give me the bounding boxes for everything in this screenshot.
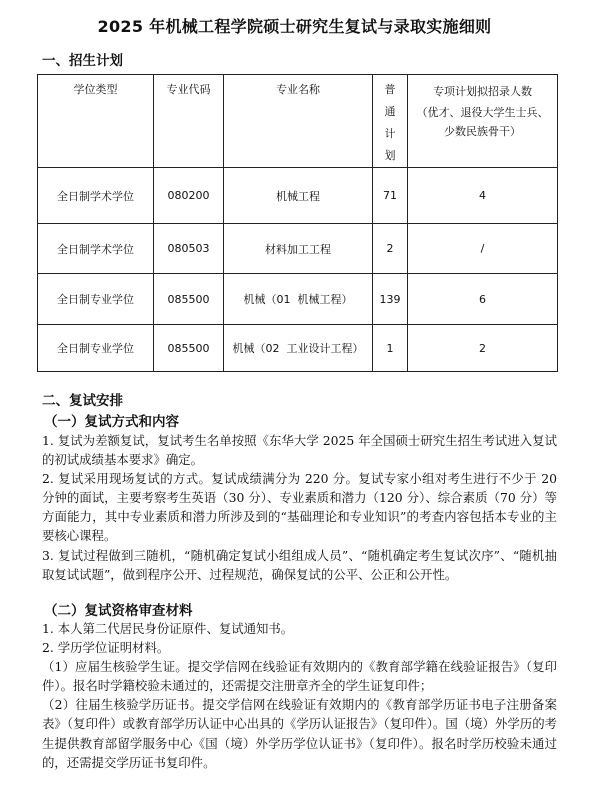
header-major-name: 专业名称: [224, 75, 373, 168]
cell-major-code: 080503: [154, 224, 224, 274]
cell-major-code: 085500: [154, 325, 224, 372]
cell-major-name: 机械（01 机械工程）: [224, 274, 373, 325]
cell-major-name: 机械工程: [224, 168, 373, 224]
header-major-code: 专业代码: [154, 75, 224, 168]
header-special-plan: 专项计划拟招录人数 （优才、退役大学生士兵、少数民族骨干）: [408, 75, 558, 168]
table-row: [38, 325, 558, 372]
paragraph: 2. 学历学位证明材料。: [42, 640, 170, 656]
cell-degree-type: 全日制专业学位: [38, 274, 154, 325]
cell-major-code: 085500: [154, 274, 224, 325]
paragraph: 1. 本人第二代居民身份证原件、复试通知书。: [42, 621, 294, 636]
subsection-heading-materials: （二）复试资格审查材料: [44, 603, 193, 619]
header-degree-type: 学位类型: [38, 75, 154, 168]
table-row: [38, 224, 558, 274]
header-regular-plan: 普 通 计 划: [373, 75, 408, 168]
paragraph: （1）应届生核验学生证。提交学信网在线验证有效期内的《教育部学籍在线验证报告》（复印件）。报名时学籍校验未通过的，还需提交注册章齐全的学生证复印件；: [42, 659, 557, 694]
subsection-heading-method: （一）复试方式和内容: [44, 414, 179, 430]
paragraph: 2. 复试采用现场复试的方式。复试成绩满分为 220 分。复试专家小组对考生进行不少于 20 分钟的面试，主要考察考生英语（30 分）、专业素质和潜力（120 分）、综合素质（70 分）等方面能力，其中专业素质和潜力所涉及到的“基础理论和专业知识”的考查内容包括本专业的主要核心课程。: [42, 471, 557, 544]
cell-degree-type: 全日制学术学位: [38, 224, 154, 274]
document-title: 2025 年机械工程学院硕士研究生复试与录取实施细则: [97, 17, 492, 36]
materials-content: [42, 619, 557, 772]
cell-major-code: 080200: [154, 168, 224, 224]
table-header-row: [38, 75, 558, 168]
section-heading-plan: 一、招生计划: [42, 53, 123, 69]
cell-special-plan: /: [408, 224, 558, 274]
cell-degree-type: 全日制学术学位: [38, 168, 154, 224]
cell-special-plan: 6: [408, 274, 558, 325]
method-content: [42, 431, 557, 584]
cell-major-name: 材料加工工程: [224, 224, 373, 274]
cell-special-plan: 2: [408, 325, 558, 372]
cell-degree-type: 全日制专业学位: [38, 325, 154, 372]
cell-regular-plan: 71: [373, 168, 408, 224]
paragraph: 1. 复试为差额复试，复试考生名单按照《东华大学 2025 年全国硕士研究生招生考试进入复试的初试成绩基本要求》确定。: [42, 433, 557, 468]
paragraph: （2）往届生核验学历证书。提交学信网在线验证有效期内的《教育部学历证书电子注册备案表》（复印件）或教育部学历认证中心出具的《学历认证报告》（复印件）。国（境）外学历的考生提供教育部留学服务中心《国（境）外学历学位认证书》（复印件）。报名时学历校验未通过的，还需提交学历证书复印件。: [42, 697, 557, 770]
table-row: [38, 274, 558, 325]
section-heading-retest: 二、复试安排: [42, 393, 123, 409]
paragraph: 3. 复试过程做到三随机，“随机确定复试小组组成人员”、“随机确定考生复试次序”、“随机抽取复试试题”，做到程序公开、过程规范，确保复试的公平、公正和公开性。: [42, 547, 557, 582]
enrollment-plan-table: [37, 74, 558, 372]
cell-regular-plan: 2: [373, 224, 408, 274]
cell-special-plan: 4: [408, 168, 558, 224]
cell-regular-plan: 139: [373, 274, 408, 325]
cell-major-name: 机械（02 工业设计工程）: [224, 325, 373, 372]
table-row: [38, 168, 558, 224]
cell-regular-plan: 1: [373, 325, 408, 372]
